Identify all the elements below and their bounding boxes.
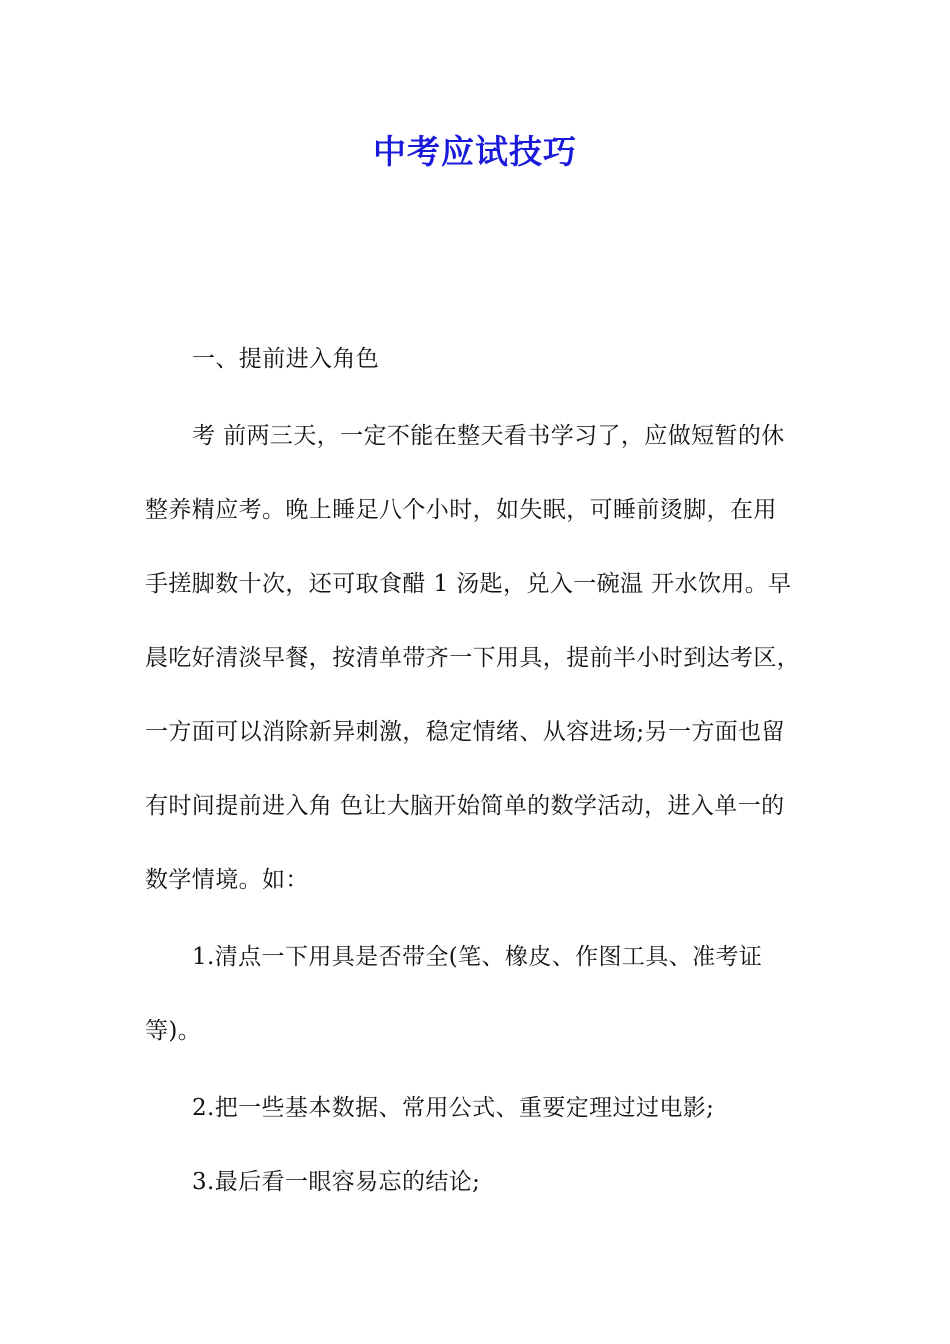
- paragraph-line: 考 前两三天，一定不能在整天看书学习了，应做短暂的休: [192, 423, 785, 449]
- paragraph-line: 整养精应考。晚上睡足八个小时，如失眠，可睡前烫脚，在用: [145, 497, 777, 523]
- page-title: 中考应试技巧: [373, 132, 577, 171]
- paragraph-line: 有时间提前进入角 色让大脑开始简单的数学活动，进入单一的: [145, 793, 785, 819]
- paragraph-line: 晨吃好清淡早餐，按清单带齐一下用具，提前半小时到达考区，: [145, 645, 801, 671]
- list-item-continuation: 等)。: [145, 1018, 202, 1044]
- list-item: 3.最后看一眼容易忘的结论;: [192, 1169, 481, 1195]
- paragraph-line: 一方面可以消除新异刺激，稳定情绪、从容进场;另一方面也留: [145, 719, 785, 745]
- section-heading: 一、提前进入角色: [192, 346, 380, 372]
- paragraph-line: 数学情境。如：: [145, 867, 309, 893]
- list-item: 2.把一些基本数据、常用公式、重要定理过过电影;: [192, 1095, 715, 1121]
- paragraph-line: 手搓脚数十次，还可取食醋 1 汤匙，兑入一碗温 开水饮用。早: [145, 571, 792, 597]
- list-item: 1.清点一下用具是否带全(笔、橡皮、作图工具、准考证: [192, 944, 763, 970]
